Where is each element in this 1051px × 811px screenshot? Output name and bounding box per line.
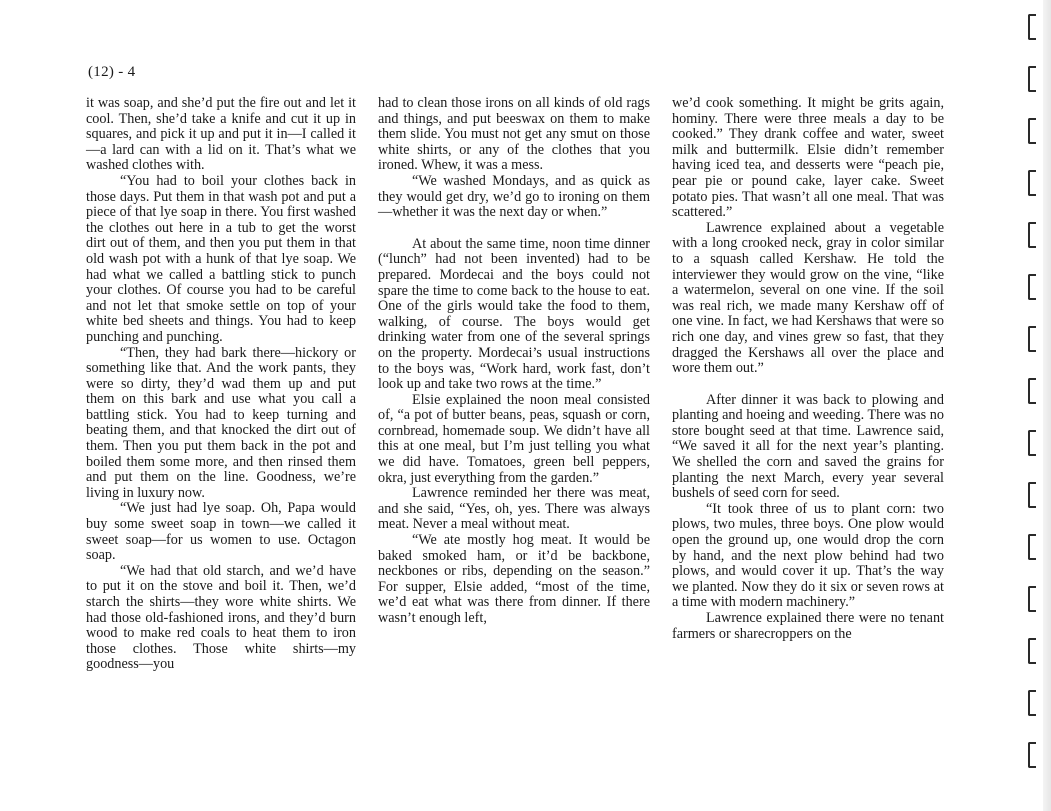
paragraph: “We ate mostly hog meat. It would be baked smoked ham, or it’d be backbone, neckbones or ribs, depending on the season.” For supper, Elsie added, “most of the time, we’d eat what was there from dinner. If there wasn’t enough left, xyxy=(378,532,650,626)
paragraph: “You had to boil your clothes back in those days. Put them in that wash pot and put a piece of that lye soap in there. You first washed the clothes out here in a tub to get the worst dirt out of them, and then you put them in that old wash pot with a hunk of that lye soap. We had what we called a battling stick to punch your clothes. Of course you had to be careful and not let that smoke settle on top of your white bed sheets and things. You had to keep punching and punching. xyxy=(86,172,356,345)
paragraph: Elsie explained the noon meal consisted of, “a pot of butter beans, peas, squash or corn, cornbread, homemade soup. We didn’t have all this at one meal, but I’m just telling you what we did have. Tomatoes, green bell peppers, okra, just everything from the garden.” xyxy=(378,391,650,486)
binder-ring-icon xyxy=(1028,586,1036,612)
paragraph: Lawrence explained about a vegetable with a long crooked neck, gray in color similar to a squash called Kershaw. He told the interviewer they would grow on the vine, “like a watermelon, several on one vine. If the soil was real rich, we made many Kershaw off of one vine. In fact, we had Kershaws that were so rich one day, and vines grew so fast, that they dragged the Kershaws all over the place and wore them out.” xyxy=(672,219,944,377)
paragraph: “We washed Mondays, and as quick as they would get dry, we’d go to ironing on them—whether it was the next day or when.” xyxy=(378,172,650,221)
binder-ring-icon xyxy=(1028,638,1036,664)
paragraph: Lawrence explained there were no tenant farmers or sharecroppers on the xyxy=(672,610,944,642)
paragraph: had to clean those irons on all kinds of old rags and things, and put beeswax on them to make them slide. You must not get any smut on those white shirts, or any of the clothes that you ironed. Whew, it was a mess. xyxy=(378,95,650,174)
paragraph: we’d cook something. It might be grits again, hominy. There were three meals a day to be cooked.” They drank coffee and water, sweet milk and buttermilk. Elsie didn’t remember having iced tea, and desserts were “peach pie, pear pie or pound cake, layer cake. Sweet potato pies. That wasn’t all one meal. That was scattered.” xyxy=(672,95,944,221)
binder-ring-icon xyxy=(1028,742,1036,768)
paragraph: “It took three of us to plant corn: two plows, two mules, three boys. One plow would open the ground up, one would drop the corn by hand, and the next plow behind had two plows, and would cover it up. That’s the way we planted. Now they do it six or seven rows at a time with modern machinery.” xyxy=(672,500,944,611)
binder-ring-icon xyxy=(1028,534,1036,560)
paragraph: “We just had lye soap. Oh, Papa would buy some sweet soap in town—we called it sweet soap—for us women to use. Octagon soap. xyxy=(86,500,356,564)
paragraph: it was soap, and she’d put the fire out and let it cool. Then, she’d take a knife and cut it up in squares, and pick it up and put it in—I called it—a lard can with a lid on it. That’s what we washed clothes with. xyxy=(86,95,356,174)
binder-ring-icon xyxy=(1028,14,1036,40)
binder-ring-icon xyxy=(1028,118,1036,144)
paragraph: “We had that old starch, and we’d have to put it on the stove and boil it. Then, we’d starch the shirts—they wore white shirts. We had those old-fashioned irons, and they’d burn wood to make red coals to heat them to iron those clothes. Those white shirts—my goodness—you xyxy=(86,562,356,673)
paragraph: Lawrence reminded her there was meat, and she said, “Yes, oh, yes. There was always meat. Never a meal without meat. xyxy=(378,485,650,533)
binder-ring-icon xyxy=(1028,170,1036,196)
binder-ring-icon xyxy=(1028,430,1036,456)
binder-ring-icon xyxy=(1028,222,1036,248)
text-column-right xyxy=(672,96,944,642)
binder-ring-icon xyxy=(1028,66,1036,92)
binder-ring-icon xyxy=(1028,482,1036,508)
paragraph: At about the same time, noon time dinner (“lunch” had not been invented) had to be prepared. Mordecai and the boys could not spare the time to come back to the house to eat. One of the girls would take the food to them, walking, of course. The boys would get drinking water from one of the several springs on the property. Mordecai’s usual instructions to the boys was, “Work hard, work fast, don’t look up and take two rows at the time.” xyxy=(378,235,650,393)
page-edge-shadow xyxy=(1043,0,1051,811)
paragraph: After dinner it was back to plowing and planting and hoeing and weeding. There was no store bought seed at that time. Lawrence said, “We saved it all for the next year’s planting. We shelled the corn and saved the grains for planting the next March, every year several bushels of seed corn for seed. xyxy=(672,391,944,502)
binder-ring-icon xyxy=(1028,690,1036,716)
text-column-left xyxy=(86,96,356,673)
paragraph: “Then, they had bark there—hickory or something like that. And the work pants, they were so dirty, they’d wad them up and put them on this bark and use what you call a battling stick. You had to keep turning and beating them, and that knocked the dirt out of them. Then you put them back in the pot and boiled them some more, and then rinsed them and put them on the line. Goodness, we’re living in luxury now. xyxy=(86,344,356,501)
page-number: (12) - 4 xyxy=(88,64,136,80)
binder-ring-icon xyxy=(1028,326,1036,352)
text-column-middle xyxy=(378,96,650,627)
binder-ring-icon xyxy=(1028,274,1036,300)
binder-ring-icon xyxy=(1028,378,1036,404)
